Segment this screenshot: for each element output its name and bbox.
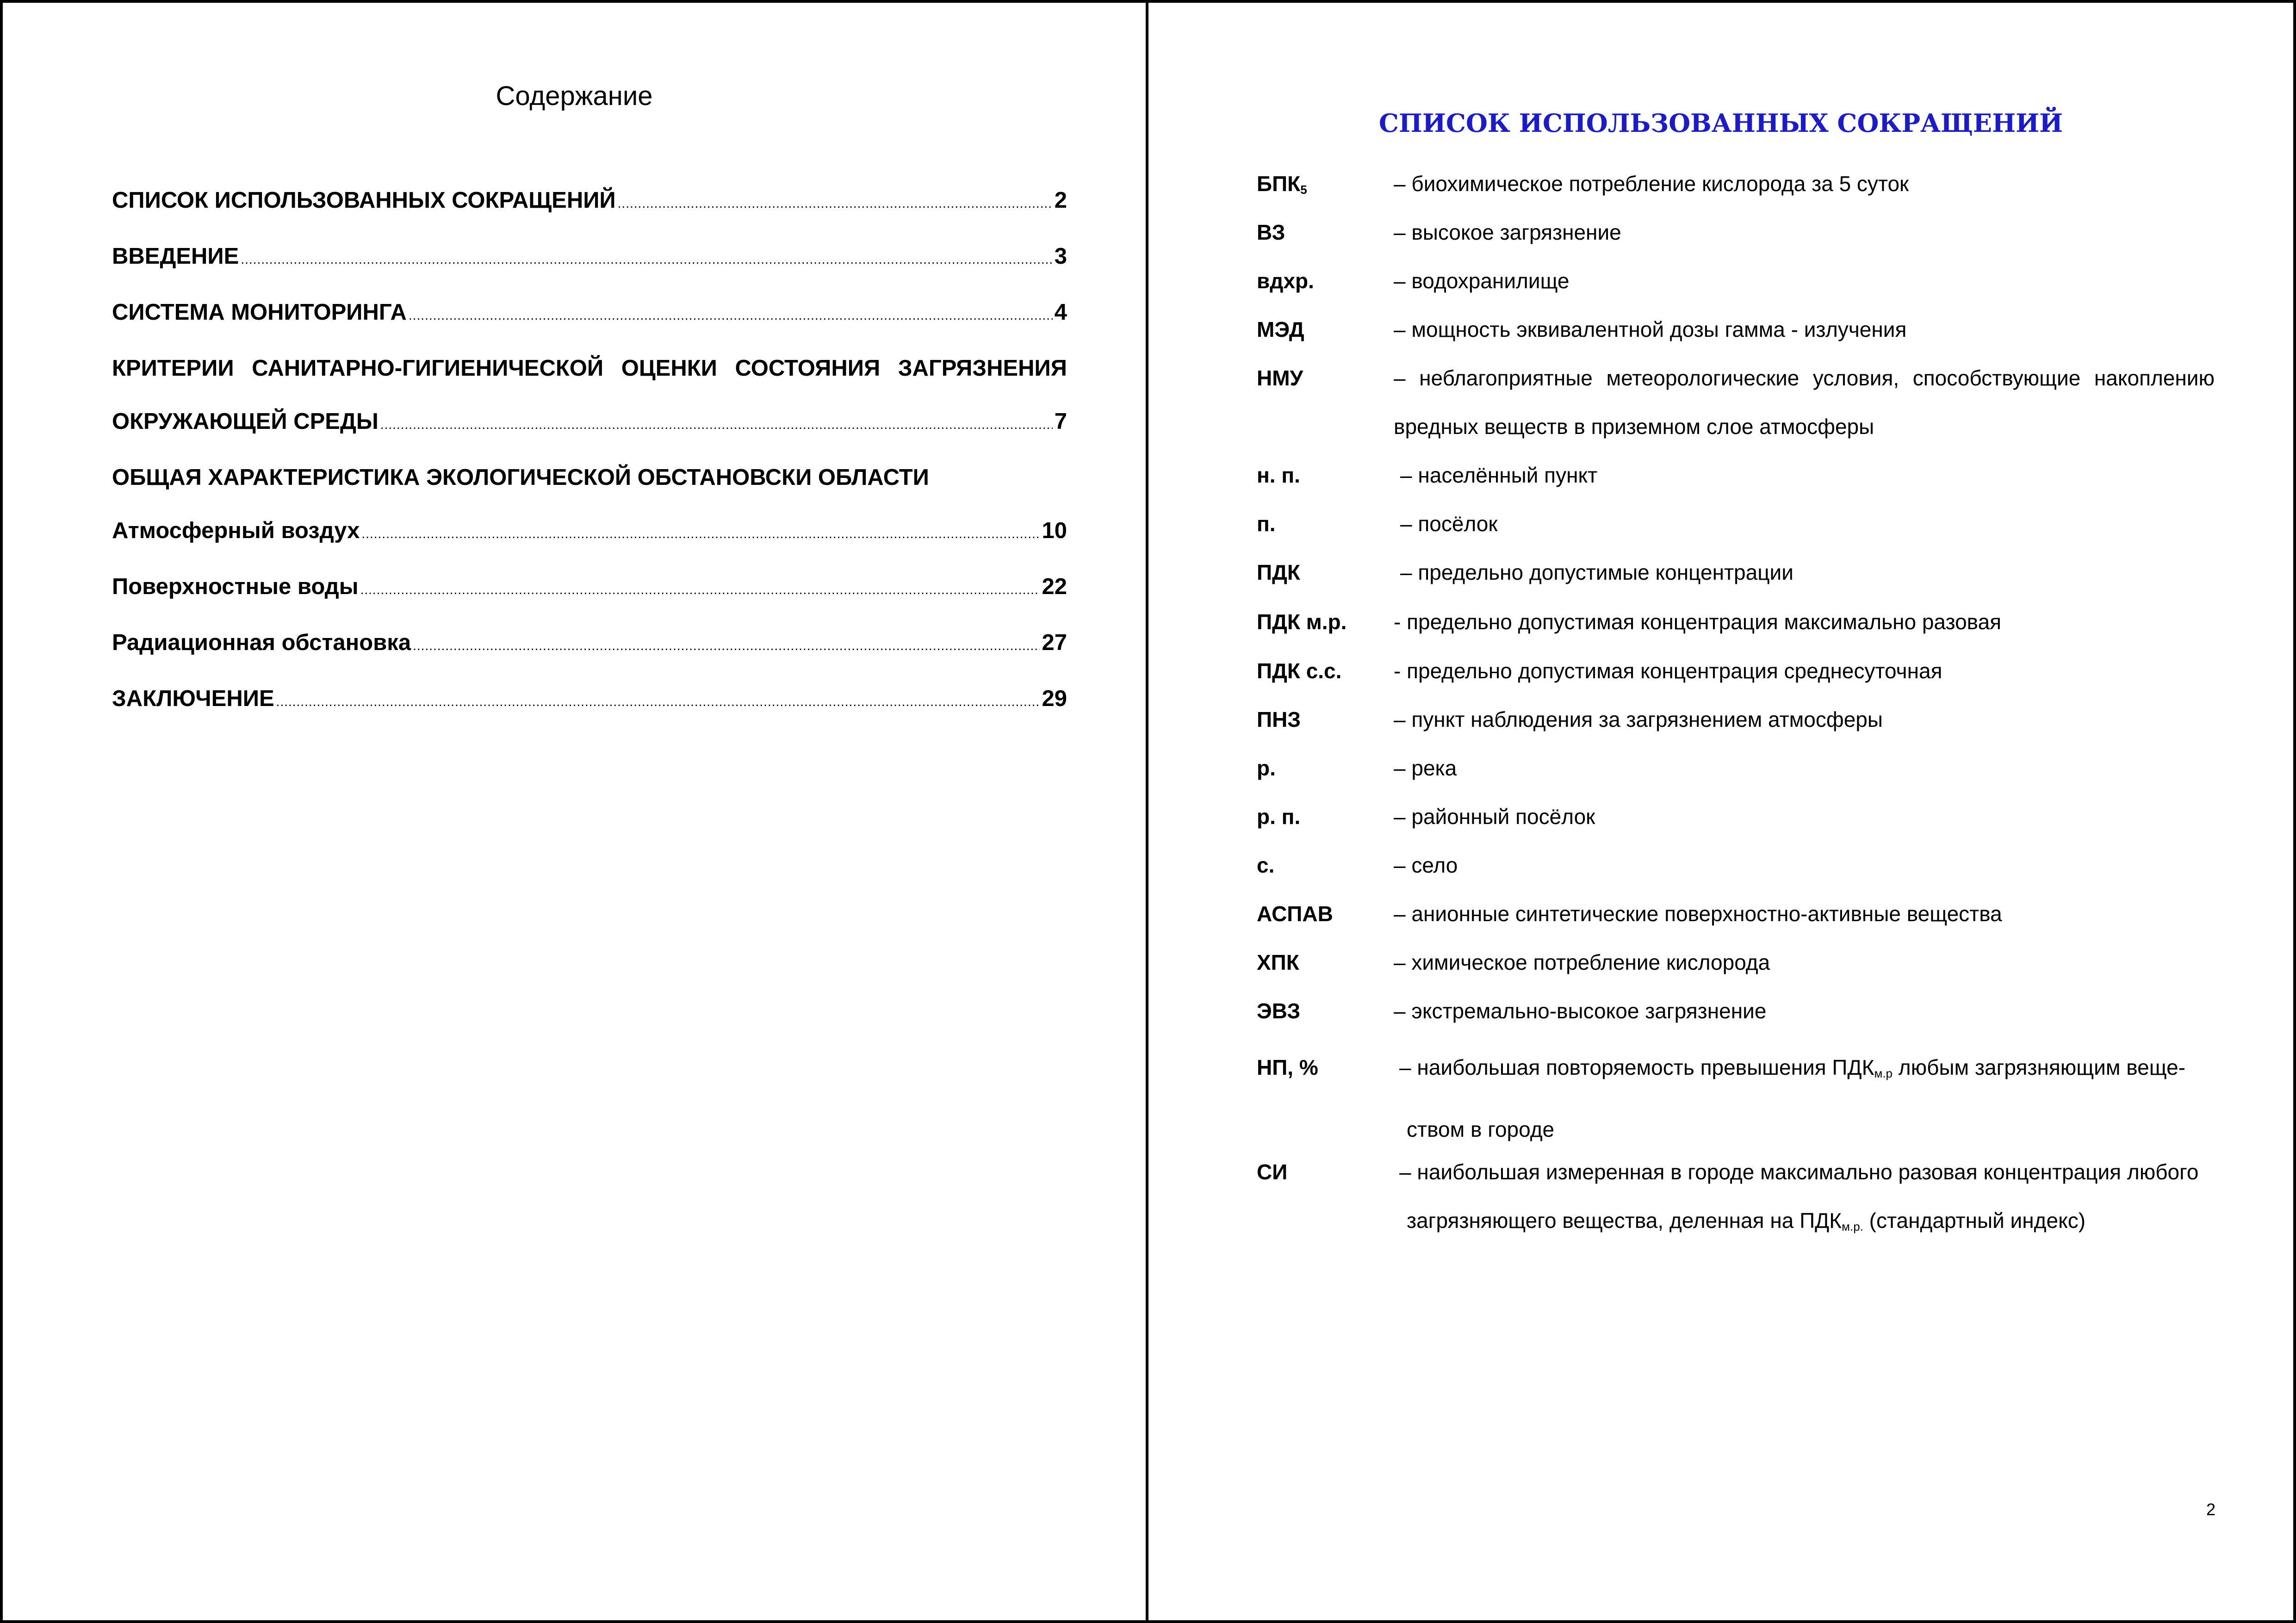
toc-entry-page: 10 (1042, 518, 1067, 543)
abbreviation-definition: – анионные синтетические поверхностно-активные вещества (1394, 902, 2002, 926)
abbreviation-term: ХПК (1257, 950, 1299, 974)
toc-entry[interactable] (112, 174, 1067, 230)
abbreviation-definition-line: – наибольшая измеренная в городе максимально разовая концентрация любого (1399, 1160, 2199, 1184)
toc-list (112, 174, 1067, 728)
toc-entry[interactable] (112, 395, 1067, 451)
abbreviation-definition: – водохранилище (1394, 269, 1570, 293)
abbreviation-definition: – неблагоприятные метеорологические условия, способствующие накоплению вредных веществ в приземном слое атмосферы (1394, 366, 2215, 439)
abbreviation-term: ВЗ (1257, 220, 1285, 244)
abbreviation-definition: – предельно допустимые концентрации (1400, 560, 1793, 584)
toc-entry[interactable] (112, 230, 1067, 286)
toc-leader-dots (409, 289, 1053, 342)
toc-leader-dots (413, 619, 1040, 672)
abbreviation-definition: – экстремально-высокое загрязнение (1394, 999, 1767, 1023)
abbreviation-term: АСПАВ (1257, 902, 1333, 926)
abbreviation-term: вдхр. (1257, 269, 1314, 293)
toc-entry-title: СИСТЕМА МОНИТОРИНГА (112, 300, 407, 325)
abbreviation-definition-line: ством в городе (1407, 1117, 1555, 1141)
abbreviation-definition-line (1399, 1196, 2215, 1251)
toc-entry-page: 4 (1054, 300, 1067, 325)
toc-entry-title: Атмосферный воздух (112, 518, 360, 543)
abbreviation-term: МЭД (1257, 317, 1304, 341)
toc-entry-page: 7 (1054, 409, 1067, 434)
toc-entry-page: 3 (1054, 244, 1067, 269)
abbreviation-definition (1399, 1148, 2215, 1251)
abbreviation-definition: - предельно допустимая концентрация среднесуточная (1394, 659, 1942, 683)
toc-entry-title: ВВЕДЕНИЕ (112, 244, 239, 269)
abbreviation-definition: – река (1394, 756, 1457, 780)
abbreviation-definition (1399, 1043, 2215, 1154)
toc-entry-page: 2 (1054, 188, 1067, 213)
toc-entry[interactable] (112, 504, 1067, 560)
toc-leader-dots (618, 177, 1053, 230)
toc-entry-title: Радиационная обстановка (112, 630, 411, 655)
toc-leader-dots (361, 507, 1040, 560)
toc-entry-page: 27 (1042, 630, 1067, 655)
abbreviation-term: ПДК (1257, 560, 1300, 584)
toc-entry[interactable] (112, 560, 1067, 616)
abbreviation-definition-text: – наибольшая повторяемость превышения ПДК (1399, 1055, 1874, 1079)
toc-entry-title-line1[interactable]: КРИТЕРИИ САНИТАРНО-ГИГИЕНИЧЕСКОЙ ОЦЕНКИ СОСТОЯНИЯ ЗАГРЯЗНЕНИЯ (112, 356, 1067, 381)
toc-leader-dots (241, 233, 1052, 286)
abbreviation-definition: – пункт наблюдения за загрязнением атмосферы (1394, 707, 1883, 731)
toc-leader-dots (360, 563, 1040, 616)
abbreviation-term: ЭВЗ (1257, 999, 1301, 1023)
toc-entry[interactable] (112, 616, 1067, 672)
abbreviation-term: с. (1257, 853, 1275, 877)
page-number: 2 (2206, 1500, 2215, 1519)
abbreviation-term: ПНЗ (1257, 707, 1301, 731)
abbreviation-definition-text: загрязняющего вещества, деленная на ПДК (1407, 1208, 1842, 1233)
abbreviation-definition-subscript: м.р. (1842, 1220, 1863, 1233)
abbreviation-term: СИ (1257, 1160, 1288, 1184)
abbreviation-term (1257, 160, 1307, 214)
abbreviation-definition: – районный посёлок (1394, 805, 1595, 829)
toc-heading: Содержание (496, 81, 653, 111)
toc-leader-dots (380, 398, 1053, 451)
abbreviation-term: ПДК с.с. (1257, 659, 1342, 683)
abbreviation-definition: – биохимическое потребление кислорода за 5 суток (1394, 172, 1909, 196)
abbreviation-term: р. п. (1257, 805, 1301, 829)
abbreviations-heading: СПИСОК ИСПОЛЬЗОВАННЫХ СОКРАЩЕНИЙ (1378, 108, 2063, 138)
abbreviation-definition-text: (стандартный индекс) (1863, 1208, 2086, 1233)
abbreviation-term-text: БПК (1257, 172, 1301, 196)
abbreviation-definition: – мощность эквивалентной дозы гамма - излучения (1394, 317, 1907, 341)
abbreviation-definition: – село (1394, 853, 1458, 877)
toc-entry-page: 29 (1042, 686, 1067, 711)
abbreviation-definition-subscript: м.р (1874, 1066, 1893, 1080)
abbreviation-term: р. (1257, 756, 1276, 780)
toc-section-heading[interactable]: ОБЩАЯ ХАРАКТЕРИСТИКА ЭКОЛОГИЧЕСКОЙ ОБСТАНОВСКИ ОБЛАСТИ (112, 465, 929, 490)
toc-entry-page: 22 (1042, 574, 1067, 599)
toc-entry-title: СПИСОК ИСПОЛЬЗОВАННЫХ СОКРАЩЕНИЙ (112, 188, 616, 213)
toc-entry-title: Поверхностные воды (112, 574, 359, 599)
abbreviation-definition: – высокое загрязнение (1394, 220, 1621, 244)
abbreviation-definition: – населённый пункт (1400, 463, 1598, 487)
abbreviation-definition-line (1399, 1043, 2215, 1098)
abbreviation-term: ПДК м.р. (1257, 610, 1347, 634)
abbreviation-definition: – посёлок (1400, 512, 1498, 536)
toc-entry[interactable] (112, 286, 1067, 342)
toc-entry-title: ОКРУЖАЮЩЕЙ СРЕДЫ (112, 409, 379, 434)
abbreviation-definition-text: любым загрязняющим веще- (1893, 1055, 2185, 1079)
abbreviation-term: НП, % (1257, 1055, 1318, 1079)
abbreviation-definition: - предельно допустимая концентрация максимально разовая (1394, 610, 2002, 634)
abbreviation-term: НМУ (1257, 366, 1303, 390)
toc-entry[interactable] (112, 672, 1067, 728)
abbreviation-term-subscript: 5 (1300, 183, 1307, 197)
abbreviation-term: н. п. (1257, 463, 1300, 487)
abbreviation-term: п. (1257, 512, 1276, 536)
abbreviation-definition: – химическое потребление кислорода (1394, 950, 1770, 974)
toc-leader-dots (276, 675, 1040, 728)
toc-entry-title: ЗАКЛЮЧЕНИЕ (112, 686, 274, 711)
